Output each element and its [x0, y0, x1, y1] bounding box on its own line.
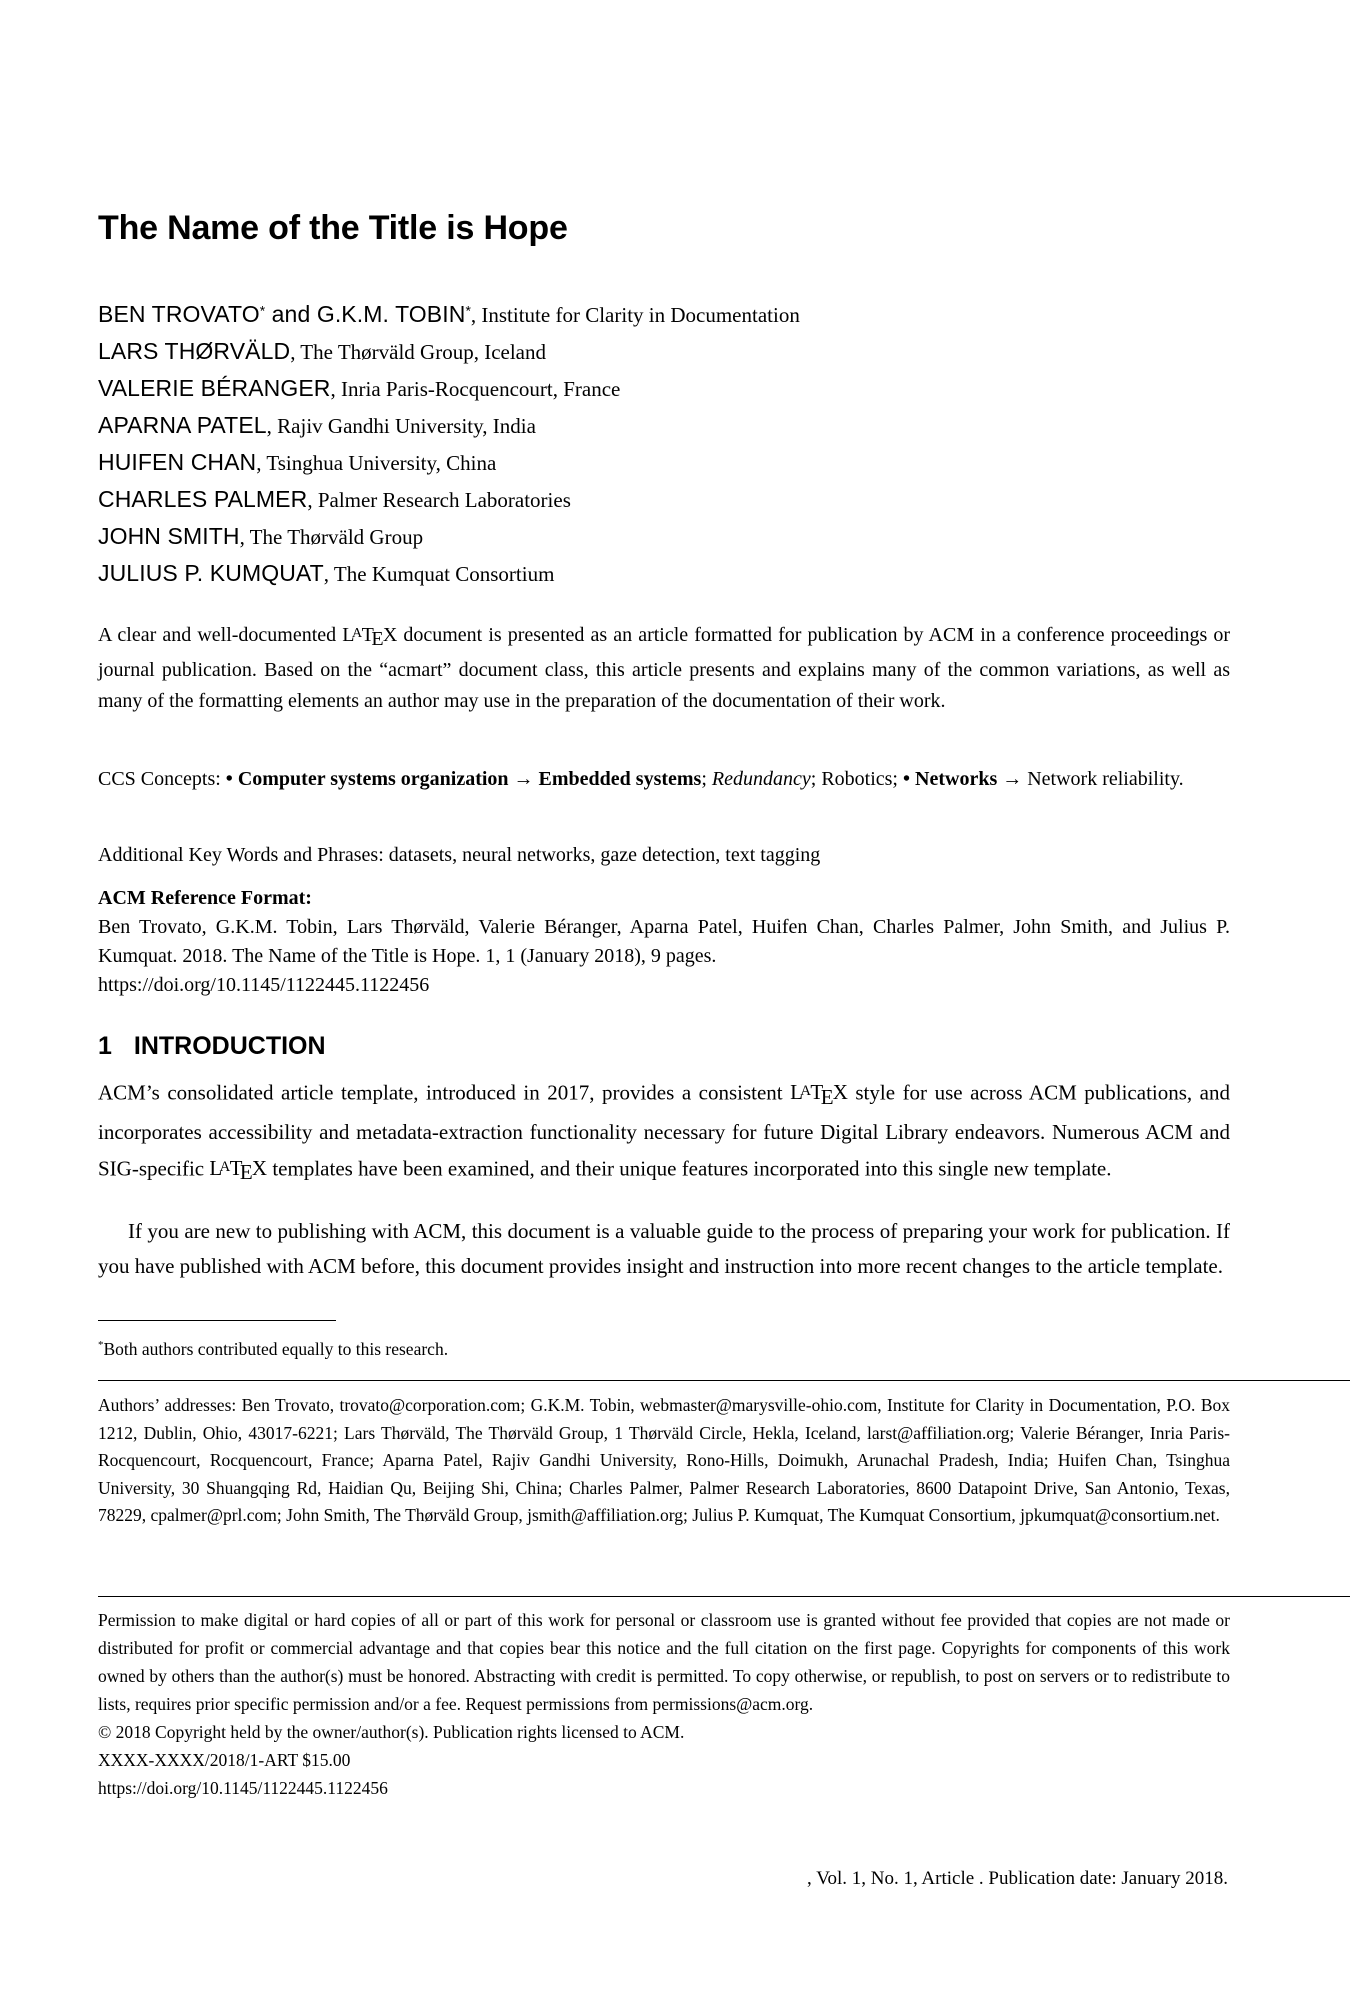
footnote-mark: * [98, 1339, 104, 1352]
intro-paragraph-2: If you are new to publishing with ACM, this document is a valuable guide to the process of preparing your work for publication. If you have published with ACM before, this document provides insight and instruction into more recent changes to the article template. [98, 1219, 1230, 1278]
section-heading-introduction [98, 1032, 1230, 1061]
author-name: CHARLES PALMER [98, 486, 308, 512]
footnote-text: Both authors contributed equally to this research. [103, 1339, 449, 1359]
author-affiliation: , The Thørväld Group, Iceland [290, 340, 547, 364]
journal-footer: , Vol. 1, No. 1, Article . Publication date: January 2018. [807, 1868, 1228, 1889]
author-name: BEN TROVATO [98, 301, 260, 327]
ccs-concepts [98, 764, 1230, 795]
ccs-segment: • [225, 768, 238, 790]
ccs-segment: CCS Concepts: [98, 768, 226, 790]
paper-title: The Name of the Title is Hope [98, 209, 568, 247]
separator-rule-bottom [98, 1596, 1350, 1597]
permission-block [98, 1606, 1230, 1802]
latex-logo: $L^ATEX$ [790, 1080, 848, 1109]
ccs-segment: → [508, 768, 539, 790]
doi-link[interactable]: https://doi.org/10.1145/1122445.1122456 [98, 1778, 388, 1798]
issn-line: XXXX-XXXX/2018/1-ART $15.00 [98, 1750, 351, 1770]
keywords: Additional Key Words and Phrases: datasets, neural networks, gaze detection, text tagging [98, 844, 821, 866]
author-affiliation: , The Kumquat Consortium [323, 562, 555, 586]
author-line [98, 449, 1230, 486]
acm-reference-doi-link[interactable]: https://doi.org/10.1145/1122445.1122456 [98, 974, 430, 996]
author-affiliation: , Rajiv Gandhi University, India [266, 414, 536, 438]
section-number: 1 [98, 1032, 112, 1060]
ccs-segment: ; Robotics; [810, 768, 903, 790]
author-name: LARS THØRVÄLD [98, 338, 291, 364]
author-name: APARNA PATEL [98, 412, 267, 438]
ccs-segment: Networks [915, 768, 998, 790]
intro-paragraph-1: ACM’s consolidated article template, introduced in 2017, provides a consistent $L^ATEX$ style for use across ACM publications, and incorporates accessibility and metadata-extraction functionality necessary for future Digital Library endeavors. Numerous ACM and SIG-specific $L^ATEX$ templates have been examined, and their unique features incorporated into this single new template. [98, 1080, 1231, 1185]
section-title: INTRODUCTION [133, 1032, 326, 1060]
ccs-segment: Computer systems organization [237, 768, 509, 790]
latex-logo: $L^ATEX$ [209, 1156, 268, 1185]
authors-addresses: Authors’ addresses: Ben Trovato, trovato@corporation.com; G.K.M. Tobin, webmaster@marysville-ohio.com, Institute for Clarity in Documentation, P.O. Box 1212, Dublin, Ohio, 43017-6221; Lars Thørväld, The Thørväld Group, 1 Thørväld Circle, Hekla, Iceland, larst@affiliation.org; Valerie Béranger, Inria Paris-Rocquencourt, Rocquencourt, France; Aparna Patel, Rajiv Gandhi University, Rono-Hills, Doimukh, Arunachal Pradesh, India; Huifen Chan, Tsinghua University, 30 Shuangqing Rd, Haidian Qu, Beijing Shi, China; Charles Palmer, Palmer Research Laboratories, 8600 Datapoint Drive, San Antonio, Texas, 78229, cpalmer@prl.com; John Smith, The Thørväld Group, jsmith@affiliation.org; Julius P. Kumquat, The Kumquat Consortium, jpkumquat@consortium.net. [98, 1395, 1230, 1525]
author-line [98, 301, 1230, 338]
author-affiliation: , Institute for Clarity in Documentation [470, 303, 800, 327]
author-footnote-mark: * [465, 302, 471, 319]
latex-logo: $L^ATEX$ [342, 624, 398, 651]
author-affiliation: , The Thørväld Group [239, 525, 424, 549]
ccs-segment: Redundancy [711, 768, 811, 790]
ccs-segment: → [997, 768, 1028, 790]
ccs-segment: Network reliability. [1027, 768, 1184, 790]
footnote-rule [98, 1320, 336, 1321]
author-line [98, 412, 1230, 449]
author-list [98, 301, 1230, 597]
ccs-segment: ; [701, 768, 712, 790]
author-line [98, 375, 1230, 412]
author-line [98, 338, 1230, 375]
author-line [98, 560, 1230, 597]
ccs-segment: Embedded systems [538, 768, 702, 790]
author-line [98, 523, 1230, 560]
author-name: JULIUS P. KUMQUAT [98, 560, 324, 586]
author-name: JOHN SMITH [98, 523, 240, 549]
author-affiliation: , Inria Paris-Rocquencourt, France [330, 377, 621, 401]
author-affiliation: , Palmer Research Laboratories [307, 488, 571, 512]
acm-reference-format [98, 884, 1230, 1000]
permission-notice: Permission to make digital or hard copies of all or part of this work for personal or classroom use is granted without fee provided that copies are not made or distributed for profit or commercial advantage and that copies bear this notice and the full citation on the first page. Copyrights for components of this work owned by others than the author(s) must be honored. Abstracting with credit is permitted. To copy otherwise, or republish, to post on servers or to redistribute to lists, requires prior specific permission and/or a fee. Request permissions from permissions@acm.org. [98, 1610, 1230, 1714]
author-line [98, 486, 1230, 523]
author-name: HUIFEN CHAN [98, 449, 257, 475]
author-name: VALERIE BÉRANGER [98, 375, 331, 401]
author-joiner: and [265, 301, 317, 327]
authors-contribution-footnote [98, 1336, 1230, 1364]
abstract-text: A clear and well-documented $L^ATEX$ document is presented as an article formatted for publication by ACM in a conference proceedings or journal publication. Based on the “acmart” document class, this article presents and explains many of the common variations, as well as many of the formatting elements an author may use in the preparation of the documentation of their work. [98, 624, 1231, 713]
separator-rule-top [98, 1380, 1350, 1381]
acm-reference-heading: ACM Reference Format: [98, 887, 312, 909]
author-footnote-mark: * [259, 302, 266, 319]
author-name: G.K.M. TOBIN [316, 301, 466, 327]
acm-reference-text: Ben Trovato, G.K.M. Tobin, Lars Thørväld, Valerie Béranger, Aparna Patel, Huifen Chan, Charles Palmer, John Smith, and Julius P. Kumquat. 2018. The Name of the Title is Hope. 1, 1 (January 2018), 9 pages. [98, 916, 1230, 967]
ccs-segment: • [903, 768, 916, 790]
author-affiliation: , Tsinghua University, China [256, 451, 497, 475]
copyright-line: © 2018 Copyright held by the owner/author(s). Publication rights licensed to ACM. [98, 1722, 685, 1742]
